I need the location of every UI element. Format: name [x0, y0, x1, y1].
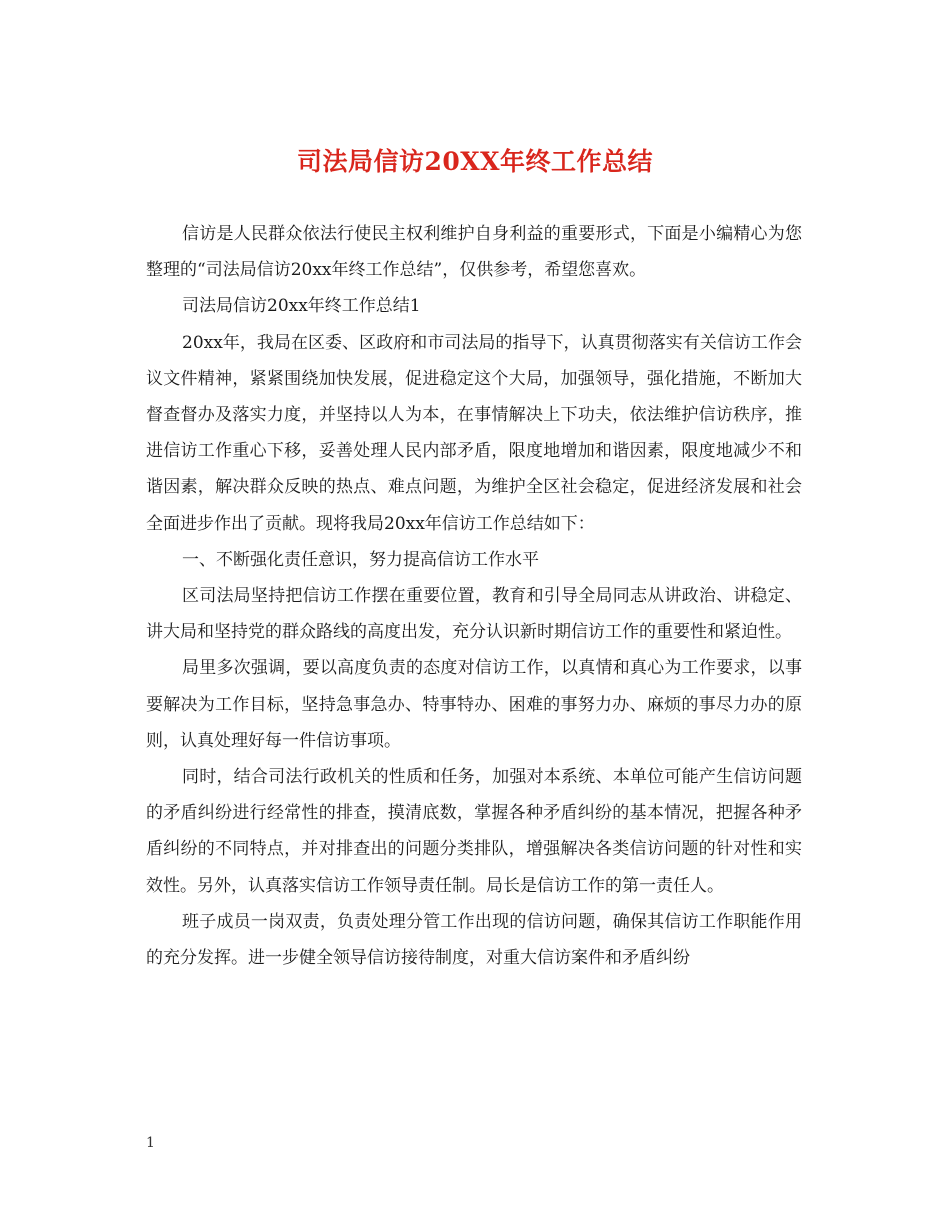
paragraph-responsibility: 班子成员一岗双责，负责处理分管工作出现的信访问题，确保其信访工作职能作用的充分发挥。进一步健全领导信访接待制度，对重大信访案件和矛盾纠纷	[146, 911, 802, 969]
document-title: 司法局信访20XX年终工作总结	[296, 147, 654, 176]
section-heading: 一、不断强化责任意识，努力提高信访工作水平	[182, 549, 539, 570]
paragraph-intro: 信访是人民群众依法行使民主权利维护自身利益的重要形式，下面是小编精心为您整理的“司法局信访20xx年终工作总结”，仅供参考，希望您喜欢。	[146, 224, 802, 281]
document-body	[146, 216, 802, 976]
paragraph-principles: 局里多次强调，要以高度负责的态度对信访工作，以真情和真心为工作要求，以事要解决为工作目标，坚持急事急办、特事特办、困难的事努力办、麻烦的事尽力办的原则，认真处理好每一件信访事项。	[146, 658, 802, 751]
paragraph-priority: 区司法局坚持把信访工作摆在重要位置，教育和引导全局同志从讲政治、讲稳定、讲大局和坚持党的群众路线的高度出发，充分认识新时期信访工作的重要性和紧迫性。	[146, 586, 802, 643]
page-number: 1	[146, 1135, 155, 1151]
paragraph-subtitle: 司法局信访20xx年终工作总结1	[182, 296, 421, 317]
paragraph-overview: 20xx年，我局在区委、区政府和市司法局的指导下，认真贯彻落实有关信访工作会议文件精神，紧紧围绕加快发展，促进稳定这个大局，加强领导，强化措施，不断加大督查督办及落实力度，并坚持以人为本，在事情解决上下功夫，依法维护信访秩序，推进信访工作重心下移，妥善处理人民内部矛盾，限度地增加和谐因素，限度地减少不和谐因素，解决群众反映的热点、难点问题，为维护全区社会稳定，促进经济发展和社会全面进步作出了贡献。现将我局20xx年信访工作总结如下：	[146, 332, 802, 534]
paragraph-investigation: 同时，结合司法行政机关的性质和任务，加强对本系统、本单位可能产生信访问题的矛盾纠纷进行经常性的排查，摸清底数，掌握各种矛盾纠纷的基本情况，把握各种矛盾纠纷的不同特点，并对排查出的问题分类排队，增强解决各类信访问题的针对性和实效性。另外，认真落实信访工作领导责任制。局长是信访工作的第一责任人。	[146, 767, 802, 896]
